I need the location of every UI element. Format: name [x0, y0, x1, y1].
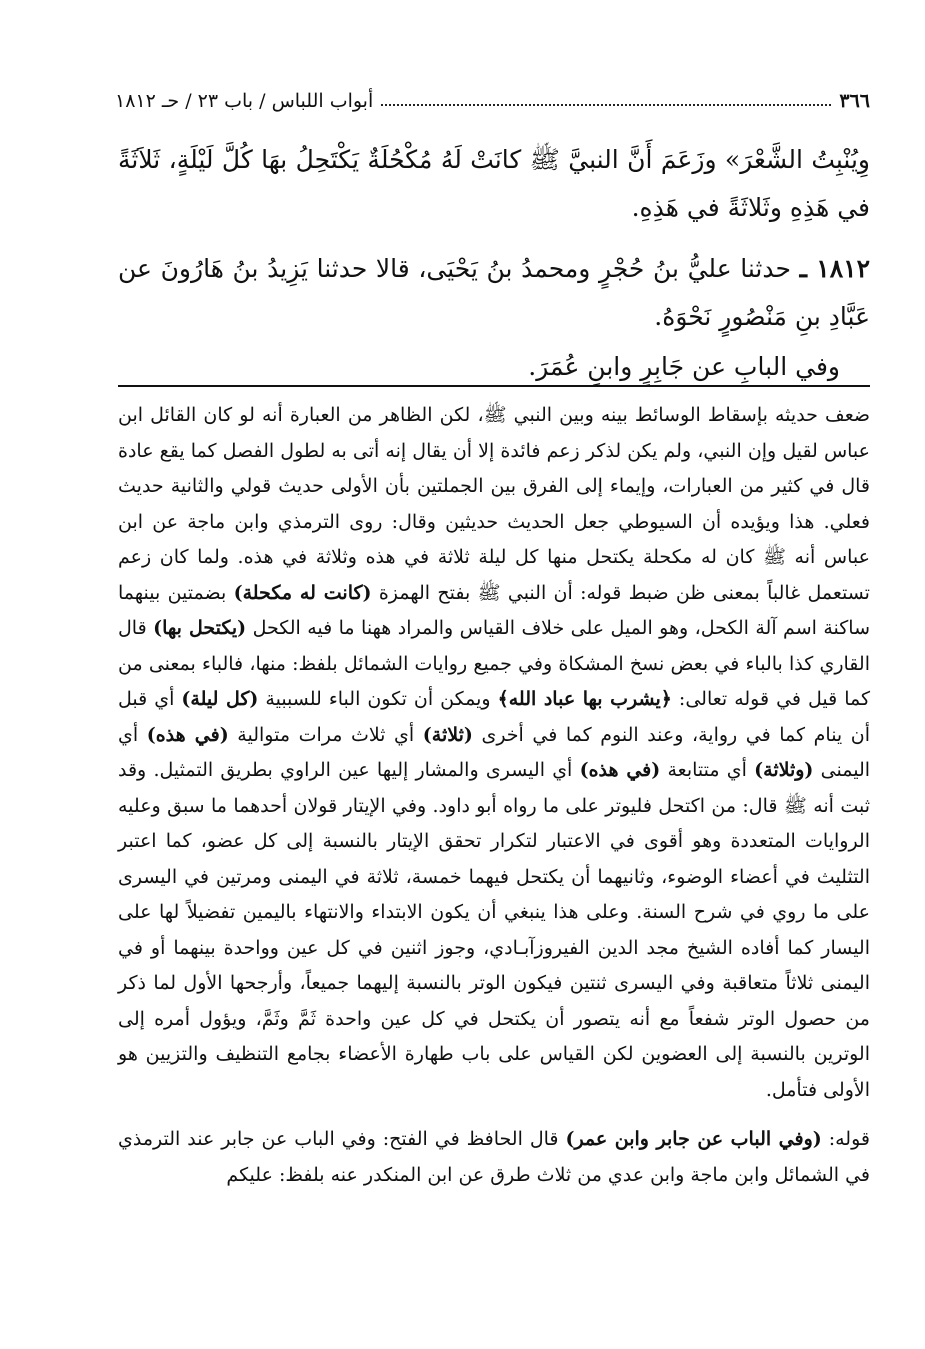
- commentary-text: أي اليسرى والمشار إليها عين الراوي بطريق التمثيل. وقد ثبت أنه ﷺ قال: من اكتحل فليوتر على ما رواه أبو داود. وفي الإيتار قولان أحدهما ما سبق وعليه الروايات المتعددة وهو أقوى في الاعتبار لتكرار تحقق الإيتار بالنسبة إلى كل عضو، كما اعتبر التثليث في أعضاء الوضوء، وثانيهما أن يكتحل فيهما خمسة، ثلاثة في اليمنى ومرتين في اليسرى على ما روي في شرح السنة. وعلى هذا ينبغي أن يكون الابتداء والانتهاء باليمين تفضيلاً لها على اليسار كما أفاده الشيخ مجد الدين الفيروزآبـادي، وجوز اثنين في كل عين وواحدة بينهما أو في اليمنى ثلاثاً متعاقبة وفي اليسرى ثنتين فيكون الوتر بالنسبة إليهما جميعاً، وأرجحها الأول لما ذكر من حصول الوتر شفعاً مع أنه يتصور أن يكتحل في كل عين واحدة ثَمَّ وثَمَّ، ويؤول أمره إلى الوترين بالنسبة إلى العضوين لكن القياس على باب طهارة الأعضاء بجامع التنظيف والتزيين هو الأولى فتأمل.: [118, 759, 870, 1101]
- quoted-phrase: (في هذه): [579, 759, 661, 781]
- hadith-1812: [118, 245, 870, 341]
- commentary-text: ضعف حديثه بإسقاط الوسائط بينه وبين النبي ﷺ، لكن الظاهر من العبارة أنه لو كان القائل ابن عباس لقيل وإن النبي، ولم يكن لذكر زعم فائدة إلا أن يقال إنه أتى به لطول الفصل كما يقع عادة قال في كثير من العبارات، وإيماء إلى الفرق بين الجملتين بأن الأولى حديث قولي والثانية حديث فعلي. هذا ويؤيده أن السيوطي جعل الحديث حديثين وقال: روى الترمذي وابن ماجة عن ابن عباس أنه ﷺ كان له مكحلة يكتحل منها كل ليلة ثلاثة في هذه وثلاثة في هذه. ولما كان زعم تستعمل غالباً بمعنى ظن ضبط قوله: أن النبي ﷺ بفتح الهمزة: [118, 404, 870, 604]
- quoted-phrase: (كانت له مكحلة): [233, 581, 372, 604]
- commentary-text: أي ثلاث مرات متوالية: [237, 723, 415, 746]
- commentary: [118, 398, 870, 1193]
- page-header: [115, 86, 870, 116]
- commentary-text: قال القاري كذا بالباء في بعض نسخ المشكاة وفي جميع روايات الشمائل بلفظ: منها، فالباء بمعنى من كما قيل في قوله تعالى:: [118, 617, 871, 710]
- bab-note: وفي البابِ عن جَابِرٍ وابنِ عُمَرَ.: [528, 352, 840, 381]
- hadith-text: حدثنا عليُّ بنُ حُجْرٍ ومحمدُ بنُ يَحْيَى، قالا حدثنا يَزِيدُ بنُ هَارُونَ عن عَبَّادِ بنِ مَنْصُورٍ نَحْوَهُ.: [118, 254, 870, 331]
- quran-quote: ﴿يشرب بها عباد الله﴾: [497, 688, 672, 710]
- commentary-text: ويمكن أن تكون الباء للسببية: [265, 688, 491, 710]
- page-number: ٣٦٦: [839, 90, 870, 112]
- quoted-phrase: (وثلاثة): [754, 759, 814, 781]
- commentary-paragraph: [118, 398, 870, 1108]
- quoted-phrase: (ثلاثة): [422, 723, 473, 746]
- footnote-divider: [118, 385, 870, 387]
- commentary-text: قوله:: [828, 1128, 870, 1150]
- quoted-phrase: (وفي الباب عن جابر وابن عمر): [565, 1128, 822, 1150]
- commentary-text: أي قبل أن ينام كما في رواية، وعند النوم كما في أخرى: [118, 688, 871, 746]
- hadith-number: ١٨١٢ ـ: [799, 254, 871, 283]
- commentary-text: أي متتابعة: [667, 759, 747, 781]
- running-title: أبواب اللباس / باب ٢٣ / حـ ١٨١٢: [115, 90, 374, 112]
- quoted-phrase: (كل ليلة): [181, 688, 259, 710]
- hadith-continuation: وِيُنْبِتُ الشَّعْرَ» وزَعَمَ أَنَّ النبيَّ ﷺ كانَتْ لَهُ مُكْحُلَةٌ يَكْتَحِلُ بهَا كُلَّ لَيْلَةٍ، ثَلاَثَةً في هَذِهِ وثَلاثَةً في هَذِهِ.: [118, 145, 870, 222]
- header-dotted-leader: [381, 104, 831, 106]
- quoted-phrase: (يكتحل بها): [153, 617, 247, 639]
- quoted-phrase: (في هذه): [146, 723, 229, 746]
- commentary-text: أي اليمنى: [118, 723, 871, 781]
- commentary-paragraph: [118, 1122, 870, 1193]
- commentary-text: قال الحافظ في الفتح: وفي الباب عن جابر عند الترمذي في الشمائل وابن ماجة وابن عدي من ثلاث طرق عن ابن المنكدر عنه بلفظ: عليكم: [118, 1128, 870, 1186]
- commentary-text: بضمتين بينهما ساكنة اسم آلة الكحل، وهو الميل على خلاف القياس والمراد ههنا ما فيه الكحل: [118, 581, 871, 639]
